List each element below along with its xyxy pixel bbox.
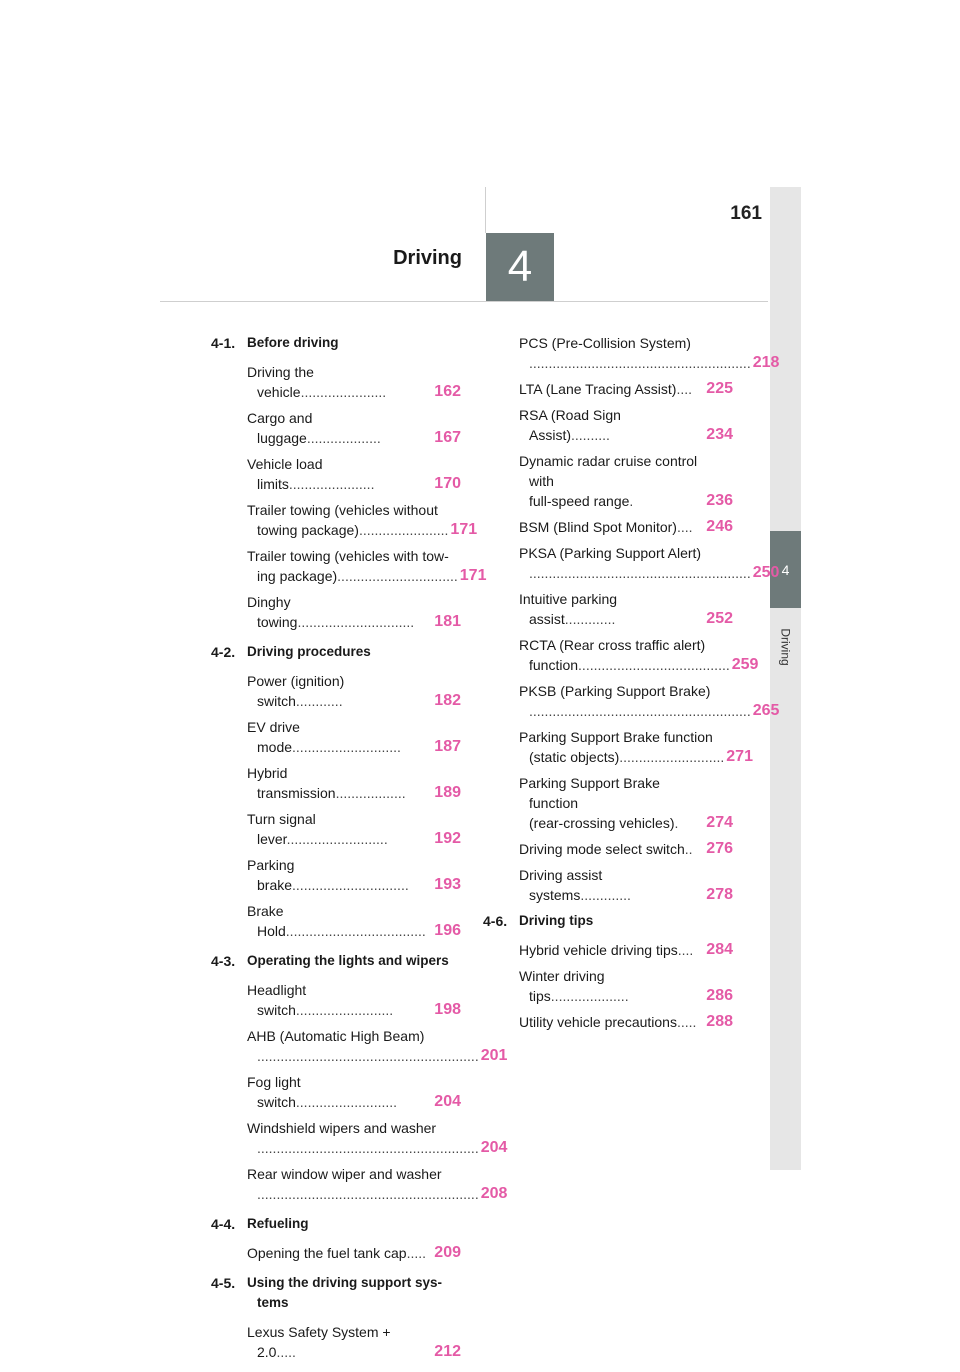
toc-entry-text: [519, 635, 730, 675]
toc-leader-dots: .........................: [295, 1002, 394, 1018]
toc-entry[interactable]: [247, 546, 487, 586]
toc-entry[interactable]: [247, 592, 461, 632]
toc-entry-title: Fog light switch: [247, 1074, 301, 1110]
side-chapter-tab[interactable]: 4: [770, 531, 801, 608]
toc-entry-title: Hybrid vehicle driving tips: [519, 942, 678, 958]
toc-leader-dots: .........................................................: [257, 1186, 479, 1202]
toc-right-column: [483, 333, 780, 1042]
toc-entry-title: EV drive mode: [247, 719, 300, 755]
toc-page-link[interactable]: 208: [480, 1185, 508, 1202]
toc-entry-title-cont: [257, 1048, 479, 1064]
toc-entry[interactable]: [247, 1322, 461, 1362]
toc-entry-text: [519, 405, 704, 445]
toc-entry-title: Windshield wipers and washer: [247, 1120, 437, 1136]
toc-entry-text: [247, 1164, 479, 1204]
toc-entry-text: [247, 546, 458, 586]
toc-entry-text: [519, 865, 704, 905]
toc-entry-text: [247, 763, 432, 803]
toc-entry[interactable]: [247, 408, 461, 448]
toc-section-heading[interactable]: [211, 333, 461, 353]
toc-leader-dots: .........................................................: [529, 355, 751, 371]
toc-entry-title-cont: [529, 565, 751, 581]
toc-page-link[interactable]: 276: [706, 840, 733, 857]
toc-entry[interactable]: [247, 1026, 508, 1066]
toc-entry-text: [519, 773, 704, 833]
toc-entry[interactable]: [519, 681, 780, 721]
toc-entry[interactable]: [247, 454, 461, 494]
toc-leader-dots: ............: [295, 693, 343, 709]
toc-entry-text: [519, 589, 704, 629]
toc-entry-title-cont: [529, 355, 751, 371]
side-index-strip: [770, 187, 801, 1170]
toc-page-link[interactable]: 271: [726, 748, 753, 765]
toc-leader-dots: .........................................................: [257, 1048, 479, 1064]
toc-leader-dots: ..............................: [292, 877, 409, 893]
toc-entry[interactable]: [247, 763, 461, 803]
page-number: 161: [730, 203, 762, 224]
toc-page-link[interactable]: 162: [434, 383, 461, 400]
toc-entry-text: [519, 333, 751, 373]
toc-page-link[interactable]: 204: [434, 1093, 461, 1110]
toc-entry-text: [247, 717, 432, 757]
toc-entry-title: Driving the vehicle: [247, 364, 314, 400]
toc-entry-title: Lexus Safety System + 2.0: [247, 1324, 391, 1360]
toc-entry-title-cont: [529, 493, 633, 509]
toc-section-number: 4-2.: [211, 644, 236, 660]
toc-section-number: 4-6.: [483, 913, 508, 929]
side-chapter-label: Driving: [778, 628, 793, 666]
toc-entry-text: [519, 727, 724, 767]
toc-leader-dots: ..........................: [295, 1094, 398, 1110]
toc-leader-dots: ..................: [335, 785, 406, 801]
toc-leader-dots: .........................................................: [257, 1140, 479, 1156]
toc-entry-title: PCS (Pre-Collision System): [519, 335, 691, 351]
toc-page-link[interactable]: 204: [480, 1139, 508, 1156]
toc-entry-text: [247, 809, 432, 849]
toc-entry-text: [519, 379, 704, 399]
toc-entry[interactable]: [519, 635, 759, 675]
toc-entry-title-line2: full-speed range: [529, 493, 630, 509]
toc-page-link[interactable]: 198: [434, 1001, 461, 1018]
toc-entry-text: [247, 1243, 432, 1263]
toc-entry[interactable]: [519, 839, 733, 859]
toc-page-link[interactable]: 196: [434, 922, 461, 939]
toc-entry-title: Parking Support Brake function: [519, 729, 713, 745]
toc-section-heading[interactable]: [211, 1214, 461, 1234]
toc-entry[interactable]: [519, 727, 753, 767]
toc-entry-title: Vehicle load limits: [247, 456, 323, 492]
toc-entry-title: Trailer towing (vehicles without: [247, 502, 438, 518]
toc-section-title-cont: tems: [257, 1295, 289, 1310]
toc-entry[interactable]: [247, 1072, 461, 1112]
toc-page-link[interactable]: 192: [434, 830, 461, 847]
toc-section-heading[interactable]: [211, 642, 461, 662]
toc-entry-title-cont: [257, 568, 458, 584]
toc-entry-title: Power (ignition) switch: [247, 673, 345, 709]
toc-entry-title-cont: [529, 815, 678, 831]
toc-leader-dots: ....................................: [285, 923, 426, 939]
toc-entry[interactable]: [519, 940, 733, 960]
toc-entry-title: Cargo and luggage: [247, 410, 313, 446]
toc-entry-text: [519, 543, 751, 583]
toc-entry-text: [247, 500, 448, 540]
toc-leader-dots: .............: [580, 887, 631, 903]
toc-entry-text: [247, 592, 432, 632]
toc-leader-dots: .......................................: [578, 657, 730, 673]
toc-entry-title-cont: [529, 749, 724, 765]
toc-page-link[interactable]: 246: [706, 518, 733, 535]
toc-entry-title: LTA (Lane Tracing Assist): [519, 381, 677, 397]
toc-section-number: 4-5.: [211, 1275, 236, 1291]
toc-entry-title-cont: [257, 522, 448, 538]
toc-entry-title: Driving assist systems: [519, 867, 603, 903]
toc-entry[interactable]: [247, 717, 461, 757]
toc-entry-title: Headlight switch: [247, 982, 307, 1018]
toc-leader-dots: ............................: [292, 739, 401, 755]
toc-page-link[interactable]: 250: [752, 564, 780, 581]
toc-entry[interactable]: [519, 543, 780, 583]
header-divider-horizontal: [160, 301, 768, 302]
toc-page-link[interactable]: 225: [706, 380, 733, 397]
toc-entry-title: Rear window wiper and washer: [247, 1166, 442, 1182]
toc-leader-dots: .........................................................: [529, 565, 751, 581]
toc-entry[interactable]: [519, 773, 733, 833]
toc-entry-title: BSM (Blind Spot Monitor): [519, 519, 677, 535]
toc-entry-title-line2: ing package): [257, 568, 338, 584]
toc-entry-text: [519, 966, 704, 1006]
toc-entry[interactable]: [519, 405, 733, 445]
toc-page-link[interactable]: 182: [434, 692, 461, 709]
toc-page-link[interactable]: 278: [706, 886, 733, 903]
toc-leader-dots: .....: [406, 1245, 427, 1261]
toc-page-link[interactable]: 218: [752, 354, 780, 371]
toc-page-link[interactable]: 284: [706, 941, 733, 958]
toc-entry-title-cont: [529, 703, 751, 719]
toc-entry-title: Parking brake: [247, 857, 295, 893]
toc-page-link[interactable]: 274: [706, 814, 733, 831]
toc-page-link[interactable]: 193: [434, 876, 461, 893]
toc-page-link[interactable]: 171: [450, 521, 478, 538]
toc-entry[interactable]: [247, 1243, 461, 1263]
toc-page-link[interactable]: 189: [434, 784, 461, 801]
toc-section-title-text: Operating the lights and wipers: [247, 953, 449, 968]
toc-entry-text: [247, 980, 432, 1020]
toc-entry[interactable]: [519, 517, 733, 537]
toc-entry-text: [247, 901, 432, 941]
toc-entry-text: [519, 839, 704, 859]
toc-entry-title: Intuitive parking assist: [519, 591, 618, 627]
toc-entry-title: Parking Support Brake function: [519, 775, 660, 811]
toc-page-link[interactable]: 265: [752, 702, 780, 719]
toc-leader-dots: ....: [677, 942, 694, 958]
toc-section-title: [247, 951, 449, 971]
toc-entry[interactable]: [519, 865, 733, 905]
toc-leader-dots: .: [674, 815, 679, 831]
toc-page-link[interactable]: 236: [706, 492, 733, 509]
toc-page-link[interactable]: 259: [731, 656, 759, 673]
toc-entry-title: RSA (Road Sign Assist): [519, 407, 621, 443]
toc-section-title-text: Driving tips: [519, 913, 594, 928]
toc-entry-text: [519, 940, 704, 960]
toc-page-link[interactable]: 288: [706, 1013, 733, 1030]
toc-entry-title-cont: [257, 1140, 479, 1156]
toc-leader-dots: ......................: [300, 384, 387, 400]
toc-entry-text: [247, 671, 432, 711]
toc-leader-dots: .......................: [358, 522, 449, 538]
toc-leader-dots: ..........: [571, 427, 610, 443]
toc-leader-dots: ..........................: [286, 831, 388, 847]
toc-entry-text: [519, 451, 704, 511]
toc-entry-text: [247, 1118, 479, 1158]
toc-leader-dots: ...........................: [619, 749, 725, 765]
toc-entry-title: Winter driving tips: [519, 968, 605, 1004]
toc-entry-title: Opening the fuel tank cap: [247, 1245, 407, 1261]
toc-entry-text: [247, 1026, 479, 1066]
toc-page-link[interactable]: 252: [706, 610, 733, 627]
toc-leader-dots: ....: [676, 381, 693, 397]
toc-entry-title-line2: towing package): [257, 522, 359, 538]
toc-page-link[interactable]: 212: [434, 1343, 461, 1360]
toc-page-link[interactable]: 167: [434, 429, 461, 446]
toc-entry-title: Dynamic radar cruise control with: [519, 453, 698, 489]
toc-entry-title: PKSA (Parking Support Alert): [519, 545, 702, 561]
toc-section-title: [247, 642, 371, 662]
toc-entry-title-line2: (static objects): [529, 749, 620, 765]
toc-entry[interactable]: [247, 671, 461, 711]
toc-entry-text: [519, 681, 751, 721]
toc-leader-dots: ...................: [306, 430, 381, 446]
toc-entry[interactable]: [247, 500, 478, 540]
toc-entry-title: Hybrid transmission: [247, 765, 336, 801]
toc-entry[interactable]: [247, 980, 461, 1020]
toc-leader-dots: .....: [676, 1014, 697, 1030]
toc-leader-dots: .............: [564, 611, 616, 627]
toc-page-link[interactable]: 181: [434, 613, 461, 630]
toc-page-link[interactable]: 234: [706, 426, 733, 443]
chapter-number-box: 4: [486, 233, 554, 301]
toc-entry[interactable]: [247, 1118, 508, 1158]
toc-entry[interactable]: [519, 379, 733, 399]
toc-page-link[interactable]: 209: [434, 1244, 461, 1261]
toc-section-heading[interactable]: [483, 911, 733, 931]
toc-section-title: [247, 1214, 309, 1234]
toc-entry[interactable]: [519, 1012, 733, 1032]
toc-section-title-text: Refueling: [247, 1216, 309, 1231]
toc-entry-title-cont: [257, 1186, 479, 1202]
toc-entry-title: Brake Hold: [247, 903, 286, 939]
toc-entry-text: [247, 1072, 432, 1112]
toc-entry-title-line2: (rear-crossing vehicles): [529, 815, 675, 831]
toc-section-title: [519, 911, 593, 931]
toc-section-title-text: Before driving: [247, 335, 339, 350]
toc-leader-dots: ..............................: [297, 614, 415, 630]
toc-page-link[interactable]: 201: [480, 1047, 508, 1064]
toc-entry[interactable]: [519, 451, 733, 511]
toc-section-heading[interactable]: [211, 1273, 461, 1313]
toc-entry[interactable]: [247, 809, 461, 849]
toc-section-title: [247, 1273, 442, 1313]
toc-leader-dots: .: [629, 493, 634, 509]
toc-entry-title: Dinghy towing: [247, 594, 298, 630]
toc-entry[interactable]: [247, 1164, 508, 1204]
toc-entry-title: Utility vehicle precautions: [519, 1014, 677, 1030]
toc-section-number: 4-3.: [211, 953, 236, 969]
toc-entry-title-line2: function: [529, 657, 579, 673]
toc-section-number: 4-1.: [211, 335, 236, 351]
toc-leader-dots: .........................................................: [529, 703, 751, 719]
toc-entry-text: [519, 1012, 704, 1032]
toc-entry[interactable]: [247, 855, 461, 895]
toc-entry[interactable]: [519, 966, 733, 1006]
toc-leader-dots: ......................: [288, 476, 375, 492]
toc-leader-dots: ....................: [550, 988, 629, 1004]
toc-entry-title: AHB (Automatic High Beam): [247, 1028, 425, 1044]
toc-section-title-text: Using the driving support sys-: [247, 1275, 443, 1290]
toc-entry-title: Trailer towing (vehicles with tow-: [247, 548, 449, 564]
toc-entry-title: Driving mode select switch: [519, 841, 685, 857]
toc-entry-text: [247, 1322, 432, 1362]
toc-entry-title: RCTA (Rear cross traffic alert): [519, 637, 706, 653]
toc-page-link[interactable]: 170: [434, 475, 461, 492]
toc-page-link[interactable]: 171: [459, 567, 487, 584]
toc-section-heading[interactable]: [211, 951, 461, 971]
toc-page-link[interactable]: 187: [434, 738, 461, 755]
toc-entry[interactable]: [247, 362, 461, 402]
toc-entry[interactable]: [519, 589, 733, 629]
toc-entry-title: PKSB (Parking Support Brake): [519, 683, 711, 699]
toc-entry-title: Turn signal lever: [247, 811, 316, 847]
chapter-title: Driving: [393, 247, 462, 269]
toc-page-link[interactable]: 286: [706, 987, 733, 1004]
header-divider-vertical: [485, 187, 486, 233]
toc-entry-text: [519, 517, 704, 537]
toc-entry-text: [247, 362, 432, 402]
toc-section-title: [247, 333, 339, 353]
toc-leader-dots: ..: [684, 841, 693, 857]
toc-entry[interactable]: [519, 333, 780, 373]
toc-entry-text: [247, 408, 432, 448]
toc-section-number: 4-4.: [211, 1216, 236, 1232]
toc-entry-text: [247, 454, 432, 494]
toc-leader-dots: .....: [276, 1344, 296, 1360]
toc-leader-dots: ...............................: [337, 568, 458, 584]
toc-entry-text: [247, 855, 432, 895]
toc-section-title-text: Driving procedures: [247, 644, 371, 659]
toc-entry[interactable]: [247, 901, 461, 941]
toc-leader-dots: ....: [676, 519, 693, 535]
toc-entry-title-cont: [529, 657, 730, 673]
